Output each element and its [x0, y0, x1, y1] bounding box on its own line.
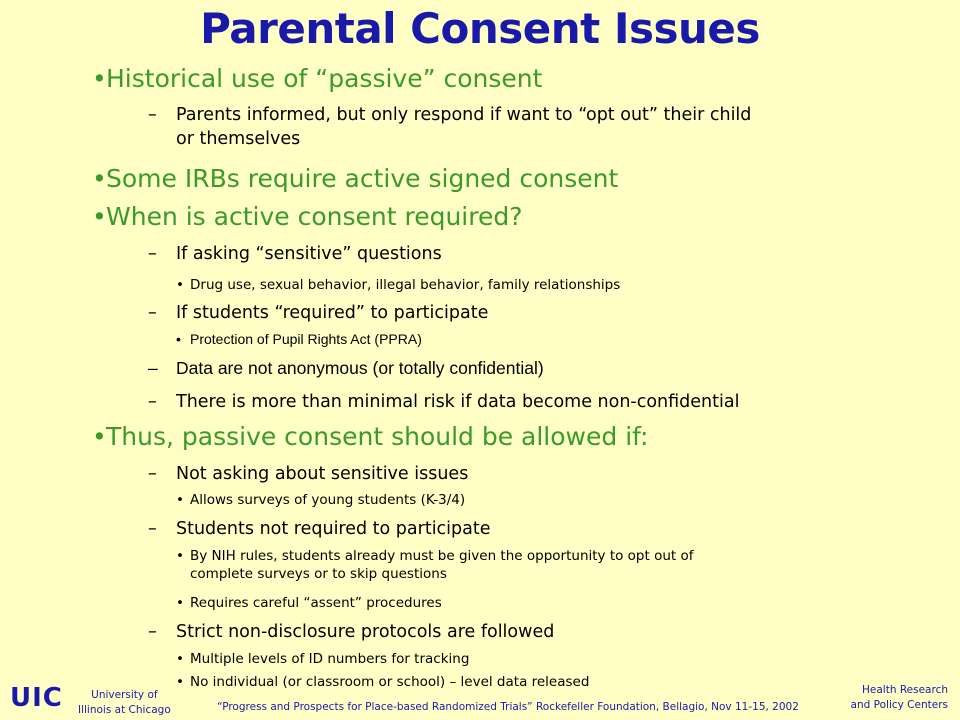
subsub-no-individual-data: • No individual (or classroom or school) – level data released — [176, 674, 590, 690]
bullet-icon: • — [176, 674, 184, 690]
bullet-icon: • — [176, 492, 184, 508]
footer-citation: “Progress and Prospects for Place-based Randomized Trials” Rockefeller Foundation, Bellagio, Nov 11-15, 2002 — [217, 701, 799, 713]
bullet-when-active-required: • When is active consent required? — [92, 202, 523, 231]
uic-logo: UIC — [10, 683, 63, 713]
subsub-assent: • Requires careful “assent” procedures — [176, 595, 442, 611]
subsub-young-students: • Allows surveys of young students (K-3/4) — [176, 492, 466, 508]
dash-icon: – — [148, 464, 157, 484]
footer-centers: Health Research and Policy Centers — [850, 684, 948, 711]
bullet-passive-consent: • Historical use of “passive” consent — [92, 64, 543, 93]
dash-icon: – — [148, 392, 157, 412]
subsub-ppra: • Protection of Pupil Rights Act (PPRA) — [176, 331, 422, 347]
bullet-icon: • — [176, 277, 184, 293]
subsub-drug-use: • Drug use, sexual behavior, illegal behavior, family relationships — [176, 277, 621, 293]
subsub-id-numbers: • Multiple levels of ID numbers for tracking — [176, 651, 470, 667]
bullet-passive-allowed: • Thus, passive consent should be allowed if: — [92, 422, 649, 451]
dash-icon: – — [148, 105, 157, 125]
bullet-icon: • — [92, 422, 107, 451]
university-name: University of Illinois at Chicago — [78, 689, 171, 716]
dash-icon: – — [148, 303, 157, 323]
bullet-icon: • — [92, 64, 107, 93]
bullet-irb-active-consent: • Some IRBs require active signed consent — [92, 164, 619, 193]
bullet-icon: • — [92, 164, 107, 193]
dash-icon: – — [148, 622, 157, 642]
bullet-icon: • — [176, 548, 184, 564]
bullet-icon: • — [176, 331, 181, 347]
bullet-icon: • — [92, 202, 107, 231]
dash-icon: – — [148, 358, 158, 378]
subsub-nih-rules: • By NIH rules, students already must be given the opportunity to opt out of complete surveys or to skip questions — [176, 548, 694, 582]
slide-content: • Historical use of “passive” consent – Parents informed, but only respond if want to “opt out” their child or themselves • Some IRBs require active signed consent • When is active consent required? – If asking “sensitive” questions • Drug use, sexual behavior, illegal behavior, family relationships – If students “required” to participate • Protection of Pupil Rights Act (PPRA) – Data are not anonymous (or totally confidential) – There is more than minimal risk if data become non-confidential • Thus, passive consent should be allowed if: – Not asking about sensitive issues • Allows surveys of young students (K-3/4) – Students not required to participate • By NIH rules, students already must be given the opportunity to opt out of complete surveys or to skip questions • Requires careful “assent” procedures – Strict non-disclosure protocols are followed • Multiple levels of ID numbers for tracking • No individual (or classroom or school) – level data released — [92, 64, 752, 690]
dash-icon: – — [148, 244, 157, 264]
bullet-icon: • — [176, 651, 184, 667]
dash-icon: – — [148, 519, 157, 539]
bullet-icon: • — [176, 595, 184, 611]
slide-title: Parental Consent Issues — [200, 4, 760, 53]
